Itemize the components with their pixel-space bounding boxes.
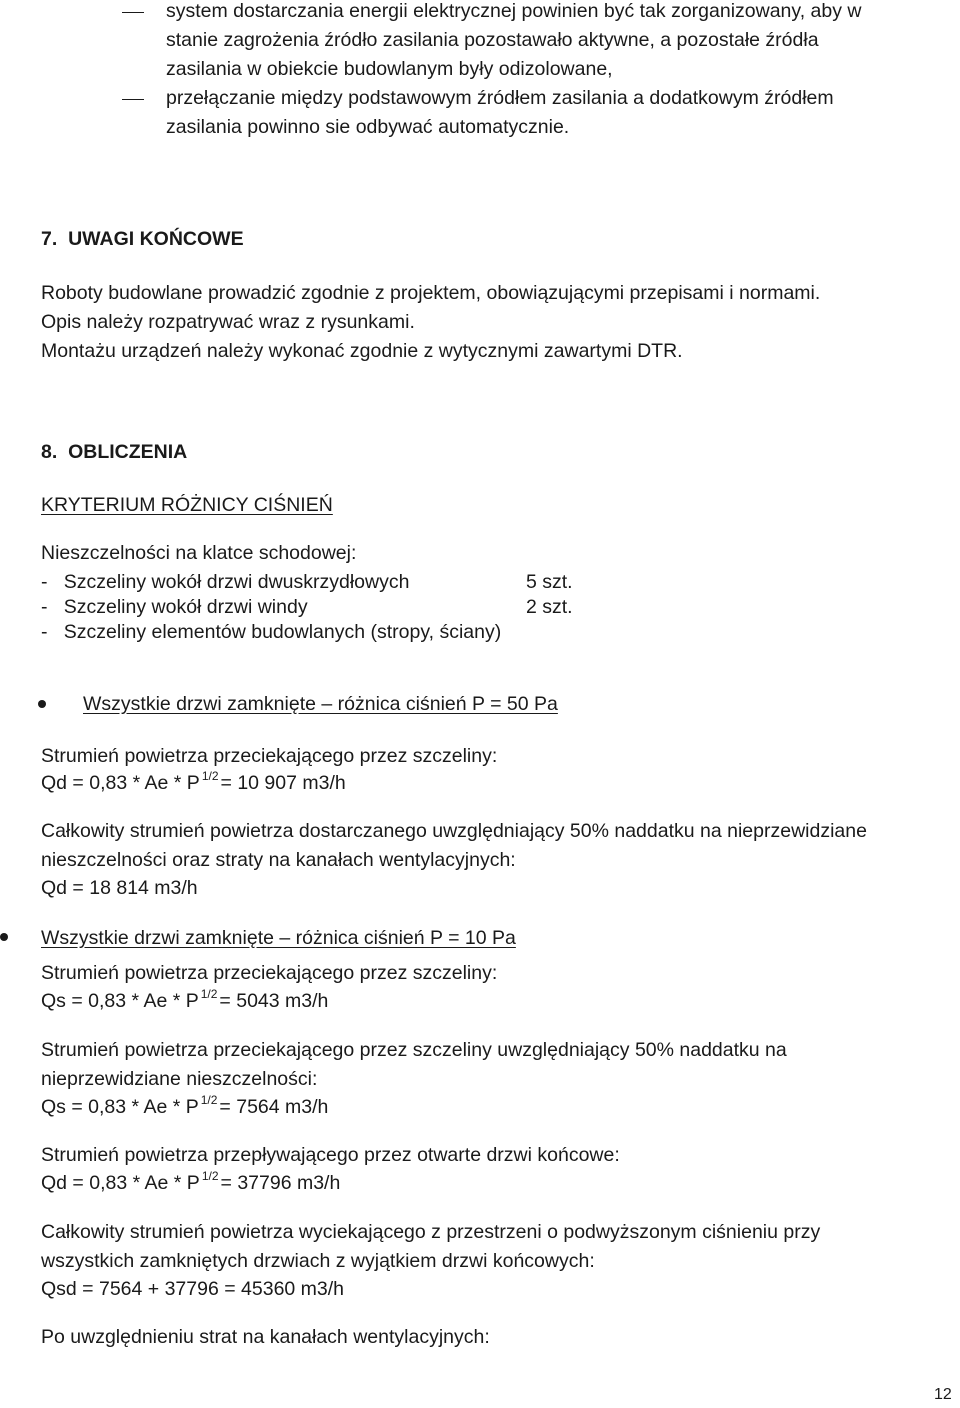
bullet-icon — [0, 933, 8, 941]
leaks-title: Nieszczelności na klatce schodowej: — [41, 542, 357, 564]
subheading: KRYTERIUM RÓŻNICY CIŚNIEŃ — [41, 494, 333, 516]
paragraph-line: Roboty budowlane prowadzić zgodnie z projektem, obowiązującymi przepisami i normami. — [41, 282, 821, 304]
result-value: Qd = 18 814 m3/h — [41, 877, 198, 899]
paragraph-line: Całkowity strumień powietrza dostarczanego uwzględniający 50% naddatku na nieprzewidziane — [41, 820, 867, 842]
list-item-text: stanie zagrożenia źródło zasilania pozostawało aktywne, a pozostałe źródła — [166, 29, 819, 51]
paragraph-line: Po uwzględnieniu strat na kanałach wentylacyjnych: — [41, 1326, 490, 1348]
formula: Qs = 0,83 * Ae * P $^{1/2}$ = 7564 m3/h — [41, 1093, 329, 1118]
list-dash — [122, 99, 144, 100]
list-item-text: zasilania w obiekcie budowlanym były odizolowane, — [166, 58, 613, 80]
result-value: Qsd = 7564 + 37796 = 45360 m3/h — [41, 1278, 345, 1300]
paragraph-line: Montażu urządzeń należy wykonać zgodnie z wytycznymi zawartymi DTR. — [41, 340, 683, 362]
leak-qty: 2 szt. — [526, 596, 573, 618]
leak-qty: 5 szt. — [526, 571, 573, 593]
case-title: Wszystkie drzwi zamknięte – różnica ciśnień P = 10 Pa — [41, 927, 516, 949]
list-item-text: system dostarczania energii elektrycznej powinien być tak zorganizowany, aby w — [166, 0, 862, 22]
paragraph-line: wszystkich zamkniętych drzwiach z wyjątkiem drzwi końcowych: — [41, 1250, 595, 1272]
leak-item: - Szczeliny wokół drzwi dwuskrzydłowych — [41, 571, 410, 593]
paragraph-line: nieprzewidziane nieszczelności: — [41, 1068, 318, 1090]
formula: Qd = 0,83 * Ae * P $^{1/2}$ = 10 907 m3/h — [41, 769, 346, 794]
flow-label: Strumień powietrza przeciekającego przez szczeliny: — [41, 962, 498, 984]
case-title: Wszystkie drzwi zamknięte – różnica ciśnień P = 50 Pa — [83, 693, 558, 715]
bullet-icon — [38, 700, 46, 708]
list-item-text: przełączanie między podstawowym źródłem zasilania a dodatkowym źródłem — [166, 87, 834, 109]
paragraph-line: Strumień powietrza przeciekającego przez szczeliny uwzględniający 50% naddatku na — [41, 1039, 787, 1061]
section-heading: 8. OBLICZENIA — [41, 441, 188, 463]
paragraph-line: Całkowity strumień powietrza wyciekającego z przestrzeni o podwyższonym ciśnieniu przy — [41, 1221, 821, 1243]
flow-label: Strumień powietrza przeciekającego przez szczeliny: — [41, 745, 498, 767]
paragraph-line: nieszczelności oraz straty na kanałach wentylacyjnych: — [41, 849, 516, 871]
formula: Qs = 0,83 * Ae * P $^{1/2}$ = 5043 m3/h — [41, 987, 329, 1012]
formula: Qd = 0,83 * Ae * P $^{1/2}$ = 37796 m3/h — [41, 1169, 341, 1194]
page-number: 12 — [934, 1386, 952, 1403]
leak-item: - Szczeliny wokół drzwi windy — [41, 596, 308, 618]
section-heading: 7. UWAGI KOŃCOWE — [41, 228, 244, 250]
list-item-text: zasilania powinno sie odbywać automatycznie. — [166, 116, 570, 138]
leak-item: - Szczeliny elementów budowlanych (stropy, ściany) — [41, 621, 502, 643]
paragraph-line: Opis należy rozpatrywać wraz z rysunkami. — [41, 311, 415, 333]
door-flow-label: Strumień powietrza przepływającego przez otwarte drzwi końcowe: — [41, 1144, 620, 1166]
list-dash — [122, 12, 144, 13]
